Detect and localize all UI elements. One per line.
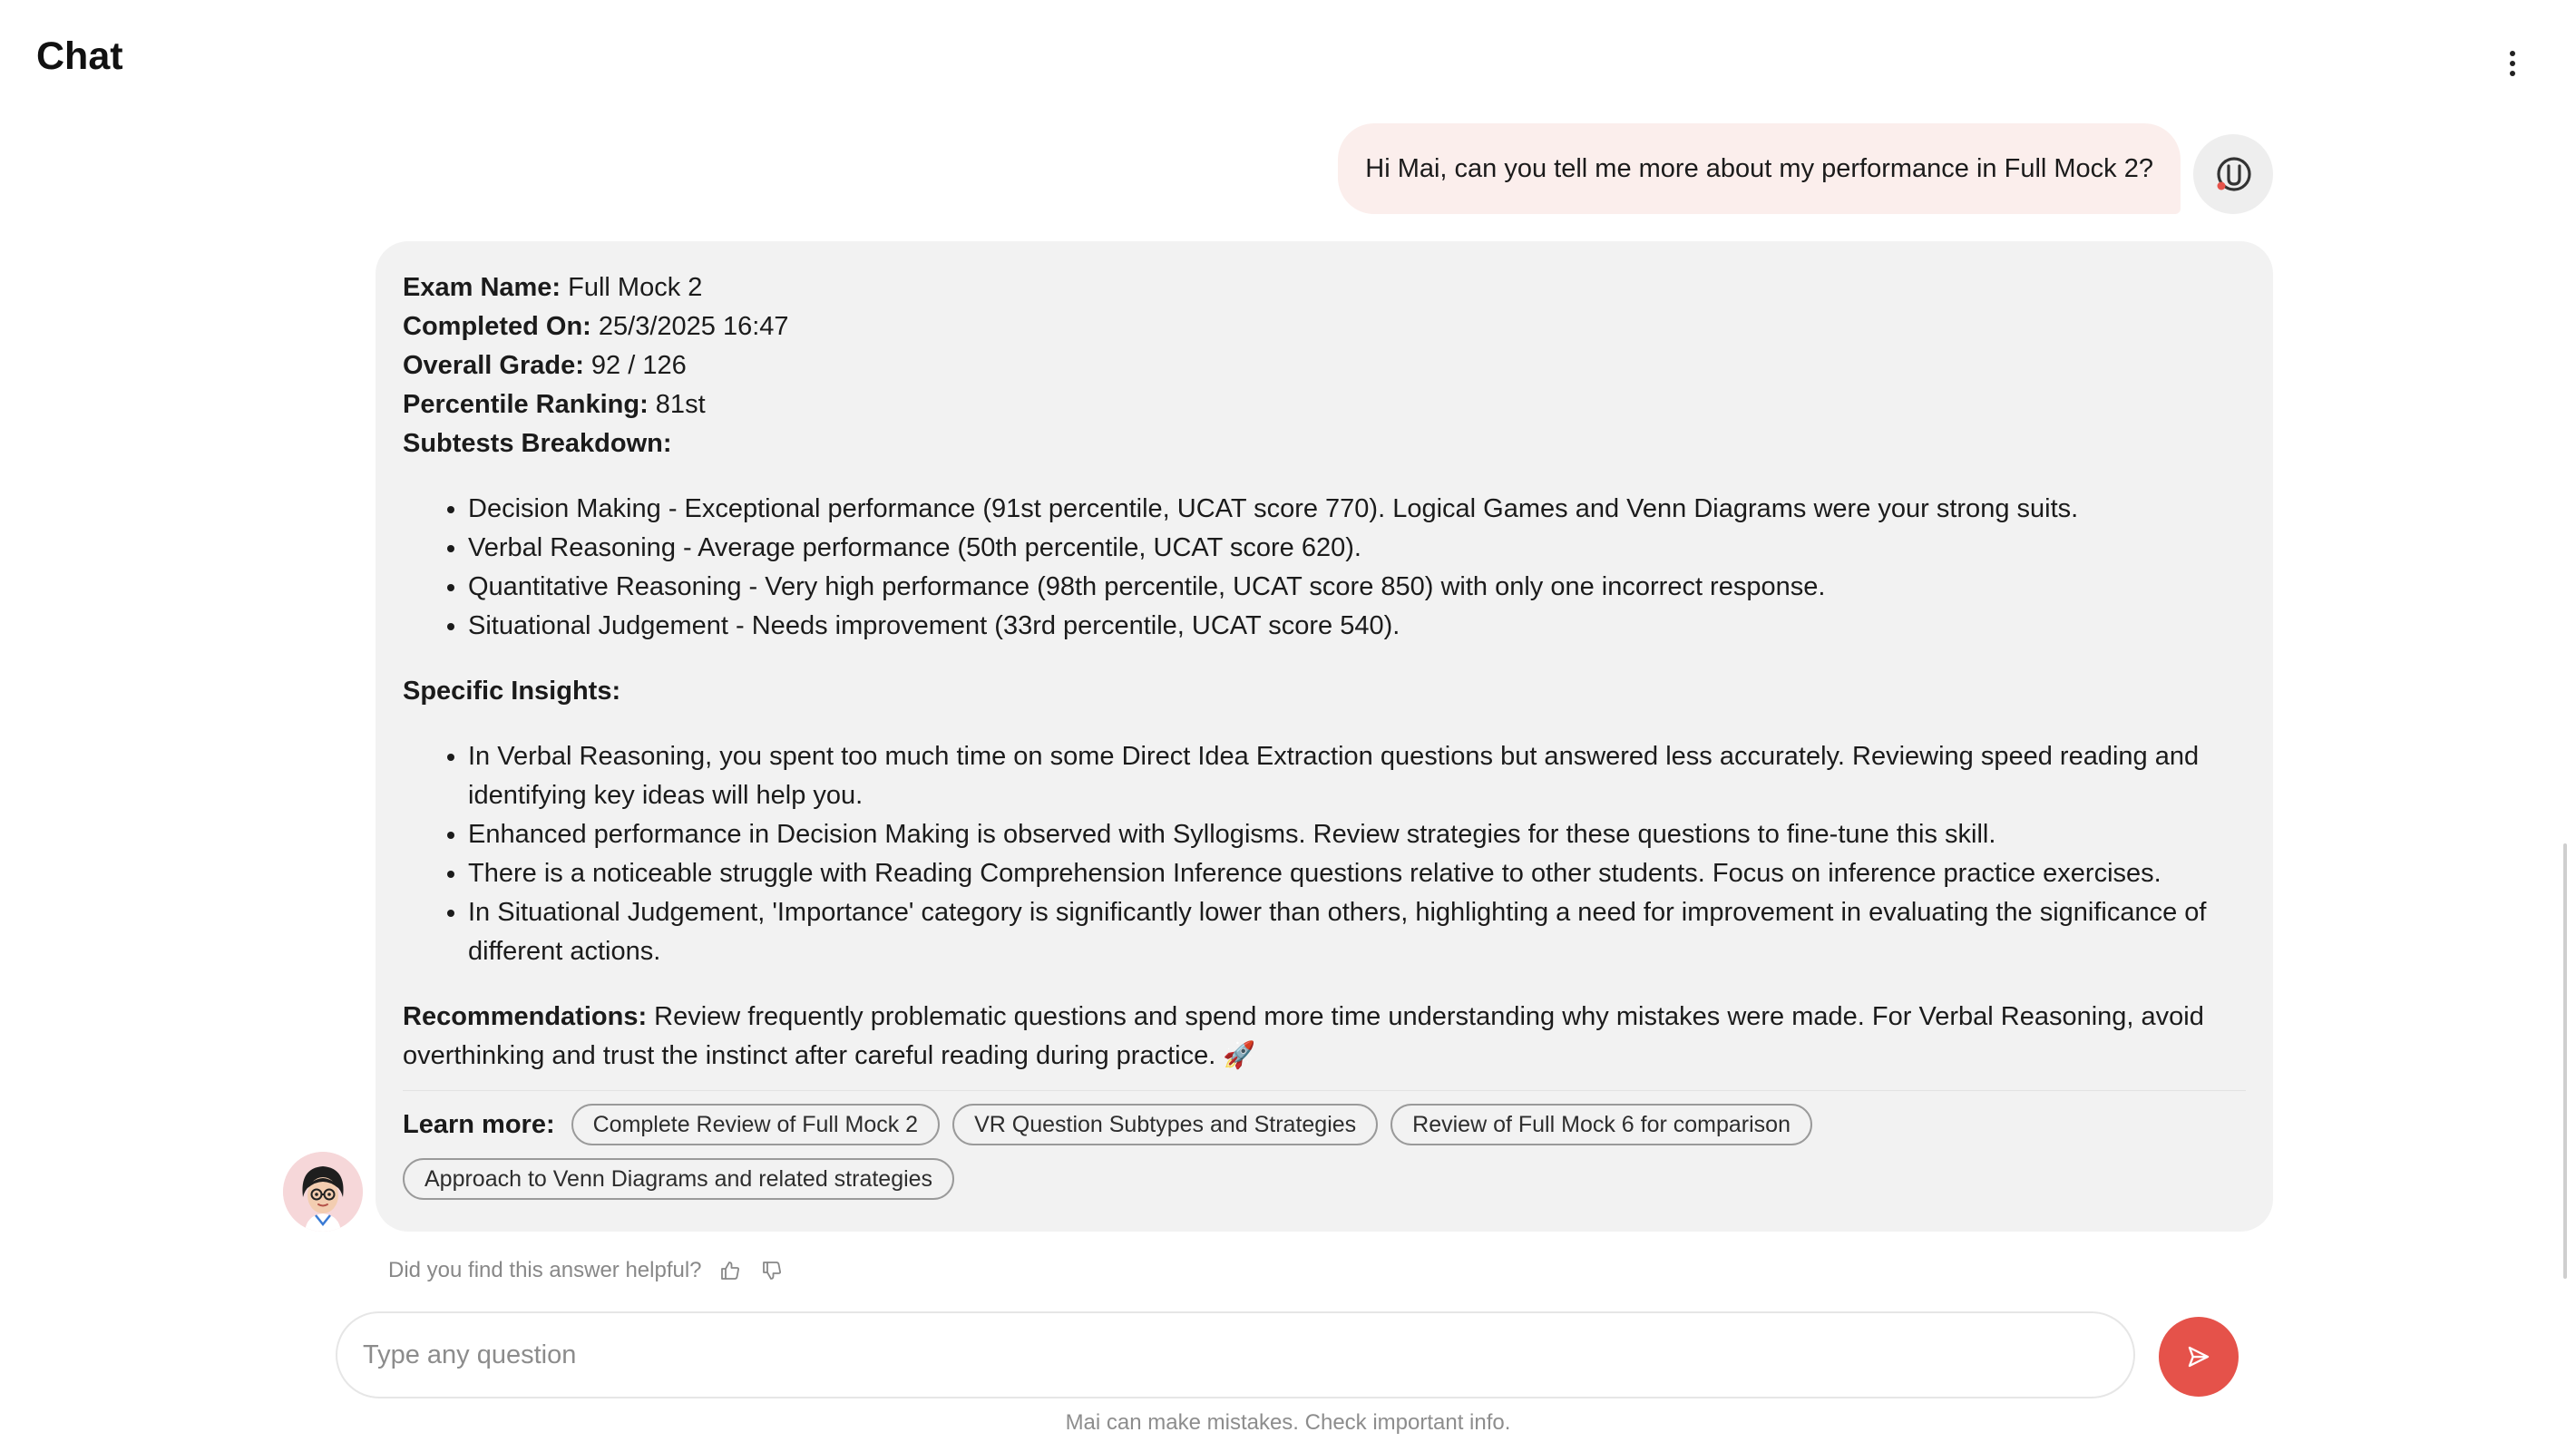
- page-title: Chat: [36, 34, 123, 78]
- insights-heading: Specific Insights:: [403, 677, 621, 706]
- send-button[interactable]: [2159, 1317, 2239, 1397]
- subtests-list: [403, 490, 2246, 646]
- list-item: • Decision Making - Exceptional performance (91st percentile, UCAT score 770). Logical Games and Venn Diagrams were your strong suits.: [468, 490, 2246, 529]
- learn-more-label: Learn more:: [403, 1109, 555, 1139]
- user-message-bubble: Hi Mai, can you tell me more about my performance in Full Mock 2?: [1338, 123, 2181, 214]
- learn-more-link[interactable]: Approach to Venn Diagrams and related strategies: [403, 1158, 954, 1200]
- recommendations: Recommendations: Review frequently problematic questions and spend more time understanding why mistakes were made. For Verbal Reasoning, avoid overthinking and trust the instinct after careful reading during practice. 🚀: [403, 1002, 2204, 1070]
- assistant-message-bubble: [376, 241, 2273, 1232]
- user-message-row: [0, 123, 2576, 218]
- feedback-row: [388, 1257, 785, 1284]
- chat-header: [0, 0, 2576, 116]
- list-item: • Verbal Reasoning - Average performance (50th percentile, UCAT score 620).: [468, 529, 2246, 568]
- list-item: • In Verbal Reasoning, you spent too much time on some Direct Idea Extraction questions but answered less accurately. Reviewing speed reading and identifying key ideas will help you.: [468, 737, 2246, 815]
- list-item: • Situational Judgement - Needs improvement (33rd percentile, UCAT score 540).: [468, 607, 2246, 646]
- thumbs-up-icon[interactable]: [717, 1257, 744, 1284]
- field-overall-grade: Overall Grade: 92 / 126: [403, 351, 687, 380]
- divider: [403, 1090, 2246, 1091]
- more-vertical-icon[interactable]: [2494, 45, 2531, 82]
- subtests-heading: Subtests Breakdown:: [403, 429, 672, 458]
- learn-more-link[interactable]: VR Question Subtypes and Strategies: [952, 1104, 1378, 1145]
- field-exam-name: Exam Name: Full Mock 2: [403, 273, 703, 302]
- learn-more-link[interactable]: Complete Review of Full Mock 2: [571, 1104, 940, 1145]
- learn-more-link[interactable]: Review of Full Mock 6 for comparison: [1390, 1104, 1812, 1145]
- scrollbar[interactable]: [2563, 843, 2567, 1279]
- learn-more-row: [403, 1104, 2246, 1200]
- assistant-avatar: [283, 1152, 363, 1232]
- user-avatar-icon: [2210, 151, 2256, 197]
- insights-list: [403, 737, 2246, 971]
- send-icon: [2185, 1343, 2212, 1370]
- user-avatar: [2193, 134, 2273, 214]
- list-item: • In Situational Judgement, 'Importance' category is significantly lower than others, highlighting a need for improvement in evaluating the significance of different actions.: [468, 893, 2246, 971]
- question-input-container: [336, 1311, 2135, 1398]
- list-item: • Quantitative Reasoning - Very high performance (98th percentile, UCAT score 850) with only one incorrect response.: [468, 568, 2246, 607]
- list-item: • Enhanced performance in Decision Making is observed with Syllogisms. Review strategies for these questions to fine-tune this skill.: [468, 815, 2246, 854]
- disclaimer: Mai can make mistakes. Check important info.: [1065, 1410, 1511, 1435]
- question-input[interactable]: [363, 1313, 2104, 1397]
- thumbs-down-icon[interactable]: [758, 1257, 785, 1284]
- list-item: • There is a noticeable struggle with Reading Comprehension Inference questions relative to other students. Focus on inference practice exercises.: [468, 854, 2246, 893]
- field-percentile-ranking: Percentile Ranking: 81st: [403, 390, 706, 419]
- feedback-prompt: Did you find this answer helpful?: [388, 1258, 702, 1282]
- field-completed-on: Completed On: 25/3/2025 16:47: [403, 312, 789, 341]
